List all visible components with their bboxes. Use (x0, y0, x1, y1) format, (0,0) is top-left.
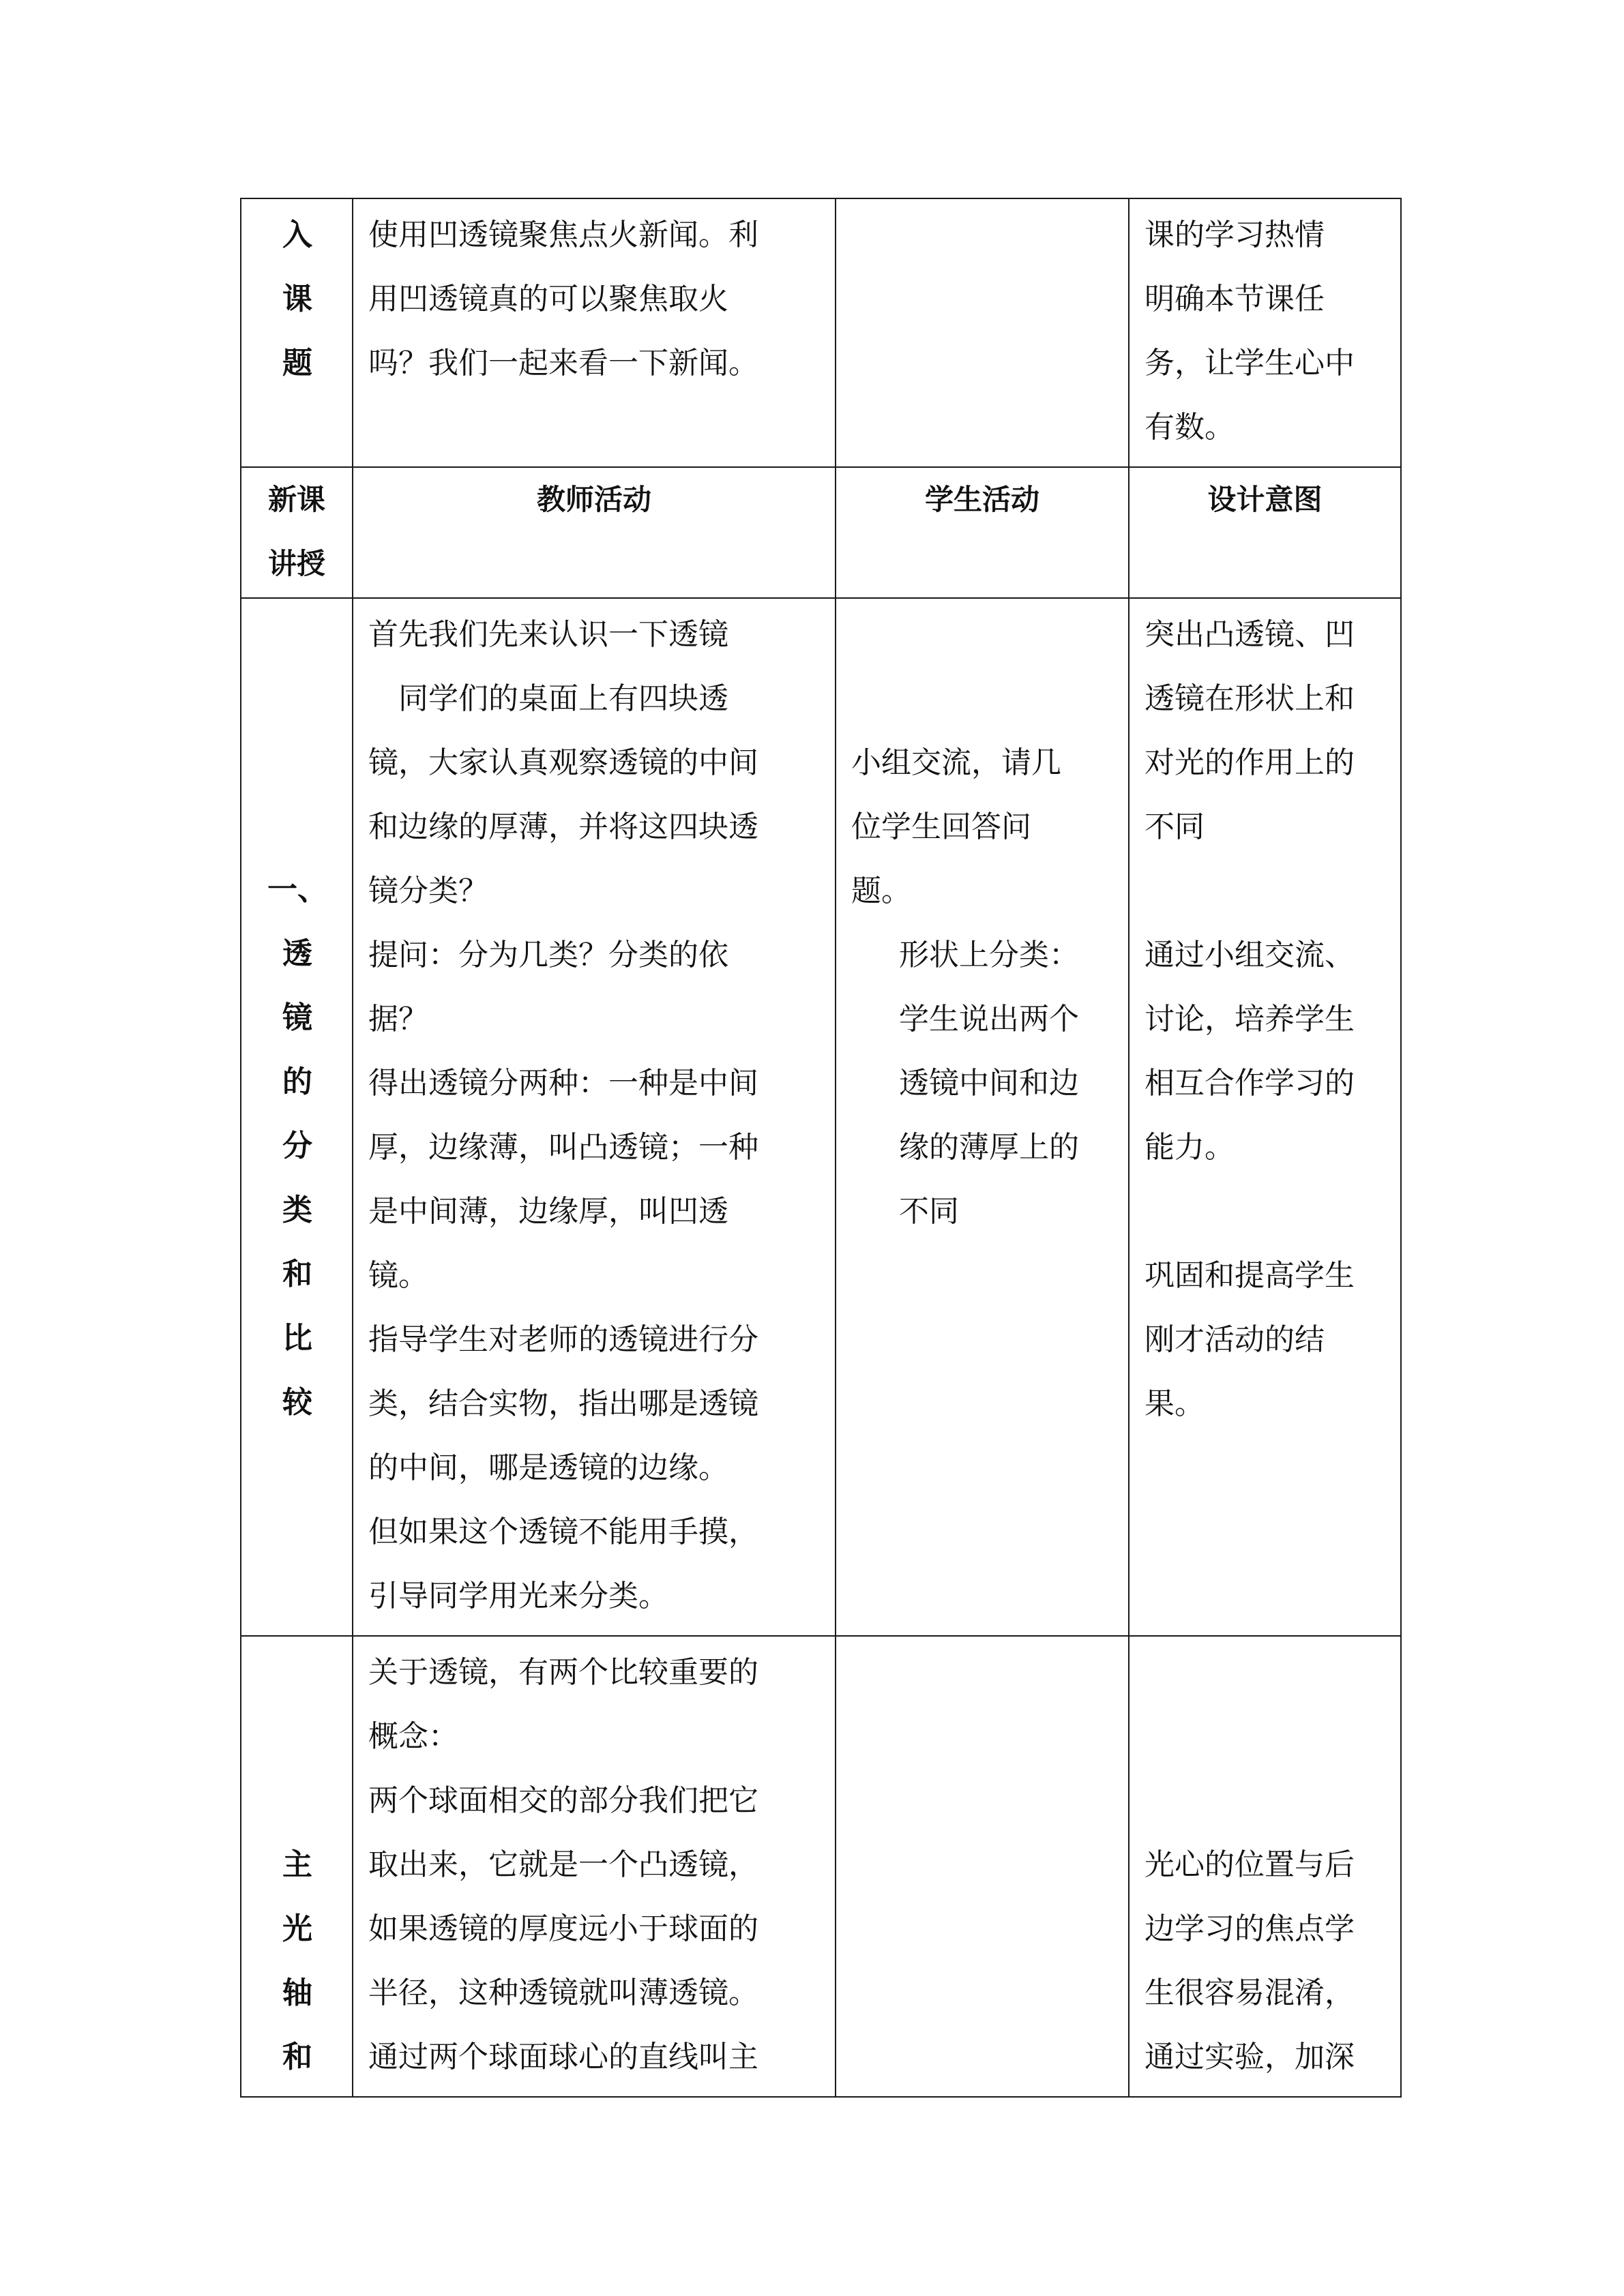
section1-design-line: 能力。 (1145, 1130, 1235, 1165)
section1-teacher-line: 镜分类？ (368, 874, 488, 908)
section1-teacher-line: 但如果这个透镜不能用手摸， (368, 1515, 758, 1549)
table-row-intro (241, 198, 1401, 467)
section1-teacher-cell (353, 598, 836, 1636)
section1-teacher-line: 镜，大家认真观察透镜的中间 (368, 745, 758, 780)
section2-design-line: 边学习的焦点学 (1145, 1911, 1355, 1946)
header-student-activity: 学生活动 (836, 467, 1129, 598)
intro-design-cell (1129, 198, 1401, 467)
section1-design-line: 对光的作用上的 (1145, 745, 1355, 780)
section2-design-line: 光心的位置与后 (1145, 1847, 1355, 1882)
intro-label-char: 题 (282, 346, 312, 381)
section1-student-line: 题。 (851, 874, 911, 908)
section1-design-line: 突出凸透镜、凹 (1145, 617, 1355, 652)
section2-teacher-line: 如果透镜的厚度远小于球面的 (368, 1911, 758, 1946)
table-row-principal-axis (241, 1636, 1401, 2097)
section1-teacher-line: 的中间，哪是透镜的边缘。 (368, 1450, 728, 1485)
section1-teacher-line: 和边缘的厚薄，并将这四块透 (368, 809, 758, 844)
section1-teacher-line: 厚，边缘薄，叫凸透镜；一种 (368, 1130, 758, 1165)
header-label-line: 讲授 (267, 547, 325, 580)
intro-teacher-cell (353, 198, 836, 467)
section1-design-line: 相互合作学习的 (1145, 1066, 1355, 1101)
section2-teacher-line: 两个球面相交的部分我们把它 (368, 1783, 758, 1818)
section1-design-line: 巩固和提高学生 (1145, 1258, 1355, 1293)
section1-label-cell (241, 598, 353, 1636)
section1-design-line: 不同 (1145, 809, 1205, 844)
table-row-lens-classification (241, 598, 1401, 1636)
section1-student-line: 形状上分类： (899, 938, 1079, 972)
section1-teacher-line: 类，结合实物，指出哪是透镜 (368, 1386, 758, 1421)
section2-teacher-line: 半径，这种透镜就叫薄透镜。 (368, 1976, 758, 2010)
section2-label-char: 和 (282, 2040, 312, 2074)
section1-design-line: 通过小组交流、 (1145, 938, 1355, 972)
section1-design-line: 刚才活动的结 (1145, 1322, 1325, 1357)
section1-label-char: 比 (282, 1321, 312, 1356)
section2-student-cell (836, 1636, 1129, 2097)
intro-label-char: 入 (282, 218, 312, 252)
section1-teacher-line: 指导学生对老师的透镜进行分 (368, 1322, 758, 1357)
section2-teacher-cell (353, 1636, 836, 2097)
section2-design-line: 通过实验，加深 (1145, 2040, 1355, 2074)
section2-teacher-line: 取出来，它就是一个凸透镜， (368, 1847, 758, 1882)
section1-label-char: 较 (282, 1385, 312, 1420)
section2-teacher-line: 通过两个球面球心的直线叫主 (368, 2040, 758, 2074)
section1-student-line: 透镜中间和边 (899, 1066, 1079, 1101)
section1-teacher-line: 镜。 (368, 1258, 428, 1293)
intro-design-line: 务，让学生心中 (1145, 346, 1355, 381)
section1-student-cell (836, 598, 1129, 1636)
section1-design-cell (1129, 598, 1401, 1636)
section1-label-char: 一、 (267, 872, 327, 907)
intro-design-line: 有数。 (1145, 410, 1235, 445)
section1-student-line: 小组交流，请几 (851, 745, 1061, 780)
lesson-plan-table (240, 198, 1402, 2098)
section1-label-char: 和 (282, 1257, 312, 1292)
header-design-intent: 设计意图 (1129, 467, 1401, 598)
section2-label-cell (241, 1636, 353, 2097)
header-label-line: 新课 (267, 483, 325, 516)
section1-label-char: 分 (282, 1129, 312, 1163)
section2-design-cell (1129, 1636, 1401, 2097)
section1-teacher-line: 首先我们先来认识一下透镜 (368, 617, 728, 652)
intro-teacher-line: 使用凹透镜聚焦点火新闻。利 (368, 218, 758, 252)
intro-teacher-line: 用凹透镜真的可以聚焦取火 (368, 282, 728, 316)
section1-teacher-line: 得出透镜分两种：一种是中间 (368, 1066, 758, 1101)
section1-student-line: 不同 (899, 1194, 959, 1229)
section1-design-line: 果。 (1145, 1386, 1205, 1421)
header-label-cell (241, 467, 353, 598)
section1-teacher-line: 是中间薄，边缘厚，叫凹透 (368, 1194, 728, 1229)
intro-label-cell (241, 198, 353, 467)
section1-label-char: 的 (282, 1064, 312, 1099)
section2-label-char: 轴 (282, 1976, 312, 2010)
section1-label-char: 类 (282, 1193, 312, 1227)
section1-teacher-line: 据？ (368, 1002, 428, 1037)
section1-student-line: 位学生回答问 (851, 809, 1031, 844)
section2-teacher-line: 关于透镜，有两个比较重要的 (368, 1655, 758, 1690)
section2-teacher-line: 概念： (368, 1719, 458, 1754)
intro-student-cell (836, 198, 1129, 467)
section1-student-line: 学生说出两个 (899, 1002, 1079, 1037)
section1-teacher-line: 提问：分为几类？分类的依 (368, 938, 728, 972)
section1-design-line: 讨论，培养学生 (1145, 1002, 1355, 1037)
header-teacher-activity: 教师活动 (353, 467, 836, 598)
section1-teacher-line: 同学们的桌面上有四块透 (398, 681, 728, 716)
intro-design-line: 课的学习热情 (1145, 218, 1325, 252)
intro-design-line: 明确本节课任 (1145, 282, 1325, 316)
section1-label-char: 透 (282, 936, 312, 971)
table-header-row (241, 467, 1401, 598)
section1-design-line: 透镜在形状上和 (1145, 681, 1355, 716)
section1-label-char: 镜 (282, 1000, 312, 1035)
intro-teacher-line: 吗？我们一起来看一下新闻。 (368, 346, 758, 381)
section1-student-line: 缘的薄厚上的 (899, 1130, 1079, 1165)
section1-teacher-line: 引导同学用光来分类。 (368, 1579, 668, 1613)
section2-label-char: 光 (282, 1911, 312, 1946)
section2-label-char: 主 (282, 1847, 312, 1882)
section2-design-line: 生很容易混淆， (1145, 1976, 1355, 2010)
intro-label-char: 课 (282, 282, 312, 316)
